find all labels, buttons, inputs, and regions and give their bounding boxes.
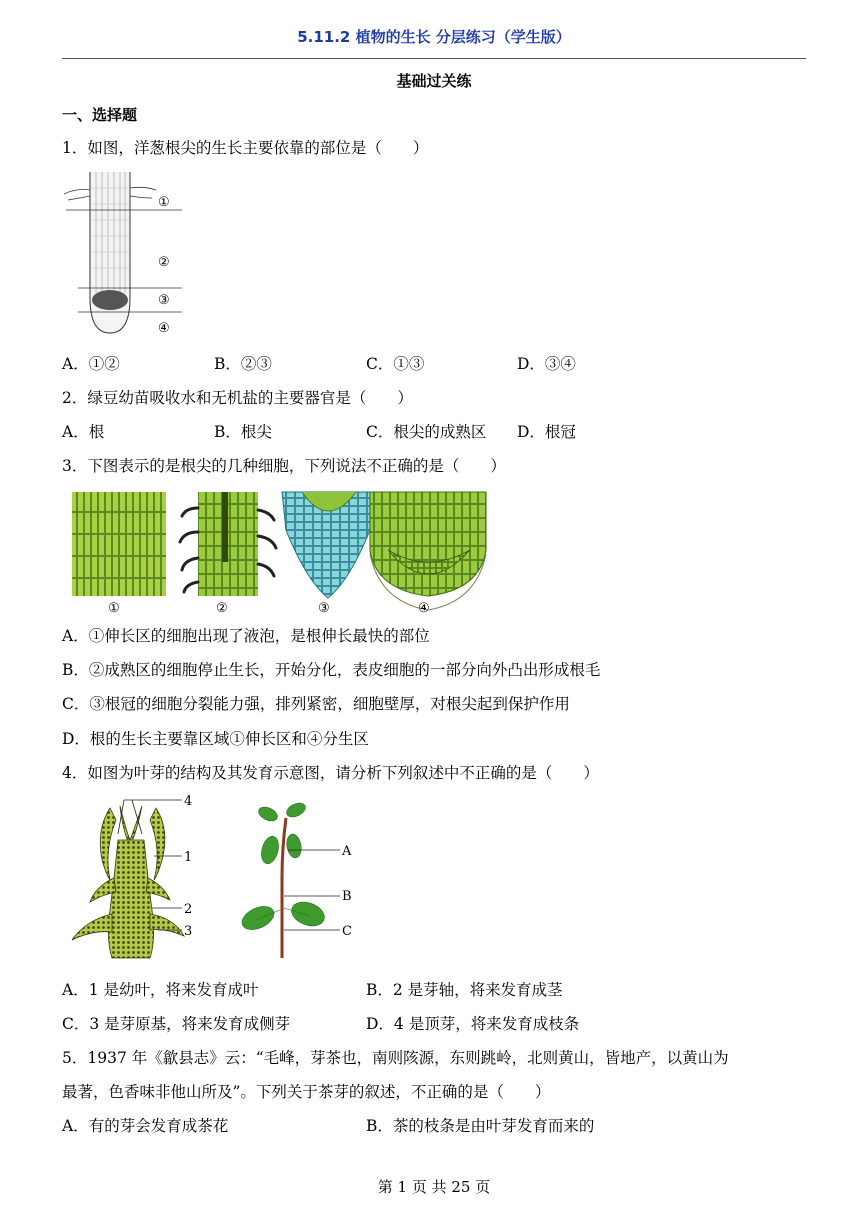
q2-option-a[interactable]: A．根 <box>62 423 105 441</box>
q3-cells-meristem <box>370 492 486 596</box>
q3-option-b[interactable]: B．②成熟区的细胞停止生长，开始分化，表皮细胞的一部分向外凸出形成根毛 <box>62 661 601 679</box>
q4-bud-label-3: 3 <box>184 924 193 939</box>
q1-label-3: ③ <box>158 293 170 308</box>
q4-plant-figure <box>236 800 366 960</box>
q3-option-a[interactable]: A．①伸长区的细胞出现了液泡，是根伸长最快的部位 <box>62 627 430 645</box>
q1-option-b[interactable]: B．②③ <box>214 355 272 373</box>
q3-option-d[interactable]: D．根的生长主要靠区域①伸长区和④分生区 <box>62 730 369 748</box>
q5-option-a[interactable]: A．有的芽会发育成茶花 <box>62 1117 229 1135</box>
q4-option-b[interactable]: B．2 是芽轴，将来发育成茎 <box>366 981 563 999</box>
q4-option-d[interactable]: D．4 是顶芽，将来发育成枝条 <box>366 1015 580 1033</box>
q3-cells-elongation <box>72 492 166 596</box>
q3-option-c[interactable]: C．③根冠的细胞分裂能力强，排列紧密，细胞壁厚，对根尖起到保护作用 <box>62 695 570 713</box>
section-heading: 基础过关练 <box>396 72 472 90</box>
q3-caption-1: ① <box>108 601 120 616</box>
q4-plant-label-c: C <box>342 924 352 939</box>
q4-option-a[interactable]: A．1 是幼叶，将来发育成叶 <box>62 981 259 999</box>
q3-caption-3: ③ <box>318 601 330 616</box>
page-footer: 第 1 页 共 25 页 <box>377 1178 491 1196</box>
q2-option-b[interactable]: B．根尖 <box>214 423 272 441</box>
q2-stem: 2．绿豆幼苗吸收水和无机盐的主要器官是（ ） <box>62 389 413 407</box>
q4-plant-label-b: B <box>342 889 352 904</box>
q4-bud-label-2: 2 <box>184 902 193 917</box>
q3-caption-4: ④ <box>418 601 430 616</box>
q1-label-4: ④ <box>158 321 170 336</box>
q5-option-b[interactable]: B．茶的枝条是由叶芽发育而来的 <box>366 1117 595 1135</box>
q4-option-c[interactable]: C．3 是芽原基，将来发育成侧芽 <box>62 1015 291 1033</box>
q1-option-c[interactable]: C．①③ <box>366 355 425 373</box>
q4-bud-label-4: 4 <box>184 794 193 809</box>
q4-stem: 4．如图为叶芽的结构及其发育示意图，请分析下列叙述中不正确的是（ ） <box>62 764 599 782</box>
part-heading: 一、选择题 <box>62 106 138 124</box>
document-header-title: 5.11.2 植物的生长 分层练习（学生版） <box>297 28 571 46</box>
q5-stem-line-2: 最著，色香味非他山所及”。下列关于茶芽的叙述，不正确的是（ ） <box>62 1083 551 1101</box>
q1-label-2: ② <box>158 255 170 270</box>
q1-label-1: ① <box>158 195 170 210</box>
q3-caption-2: ② <box>216 601 228 616</box>
q1-stem: 1．如图，洋葱根尖的生长主要依靠的部位是（ ） <box>62 139 429 157</box>
q4-leaf-bud-figure <box>66 790 206 968</box>
q2-option-c[interactable]: C．根尖的成熟区 <box>366 423 487 441</box>
q1-option-d[interactable]: D．③④ <box>517 355 576 373</box>
q3-stem: 3．下图表示的是根尖的几种细胞，下列说法不正确的是（ ） <box>62 457 506 475</box>
q1-option-a[interactable]: A．①② <box>62 355 120 373</box>
q3-cell-figure <box>70 490 490 620</box>
q5-stem-line-1: 5．1937 年《歙县志》云：“毛峰，芽茶也，南则陔源，东则跳岭，北则黄山，皆地产，以黄山为 <box>62 1049 729 1067</box>
q1-root-tip-figure <box>62 168 202 348</box>
header-divider <box>62 58 806 59</box>
q4-plant-label-a: A <box>342 844 352 859</box>
q2-option-d[interactable]: D．根冠 <box>517 423 576 441</box>
q4-bud-label-1: 1 <box>184 850 193 865</box>
